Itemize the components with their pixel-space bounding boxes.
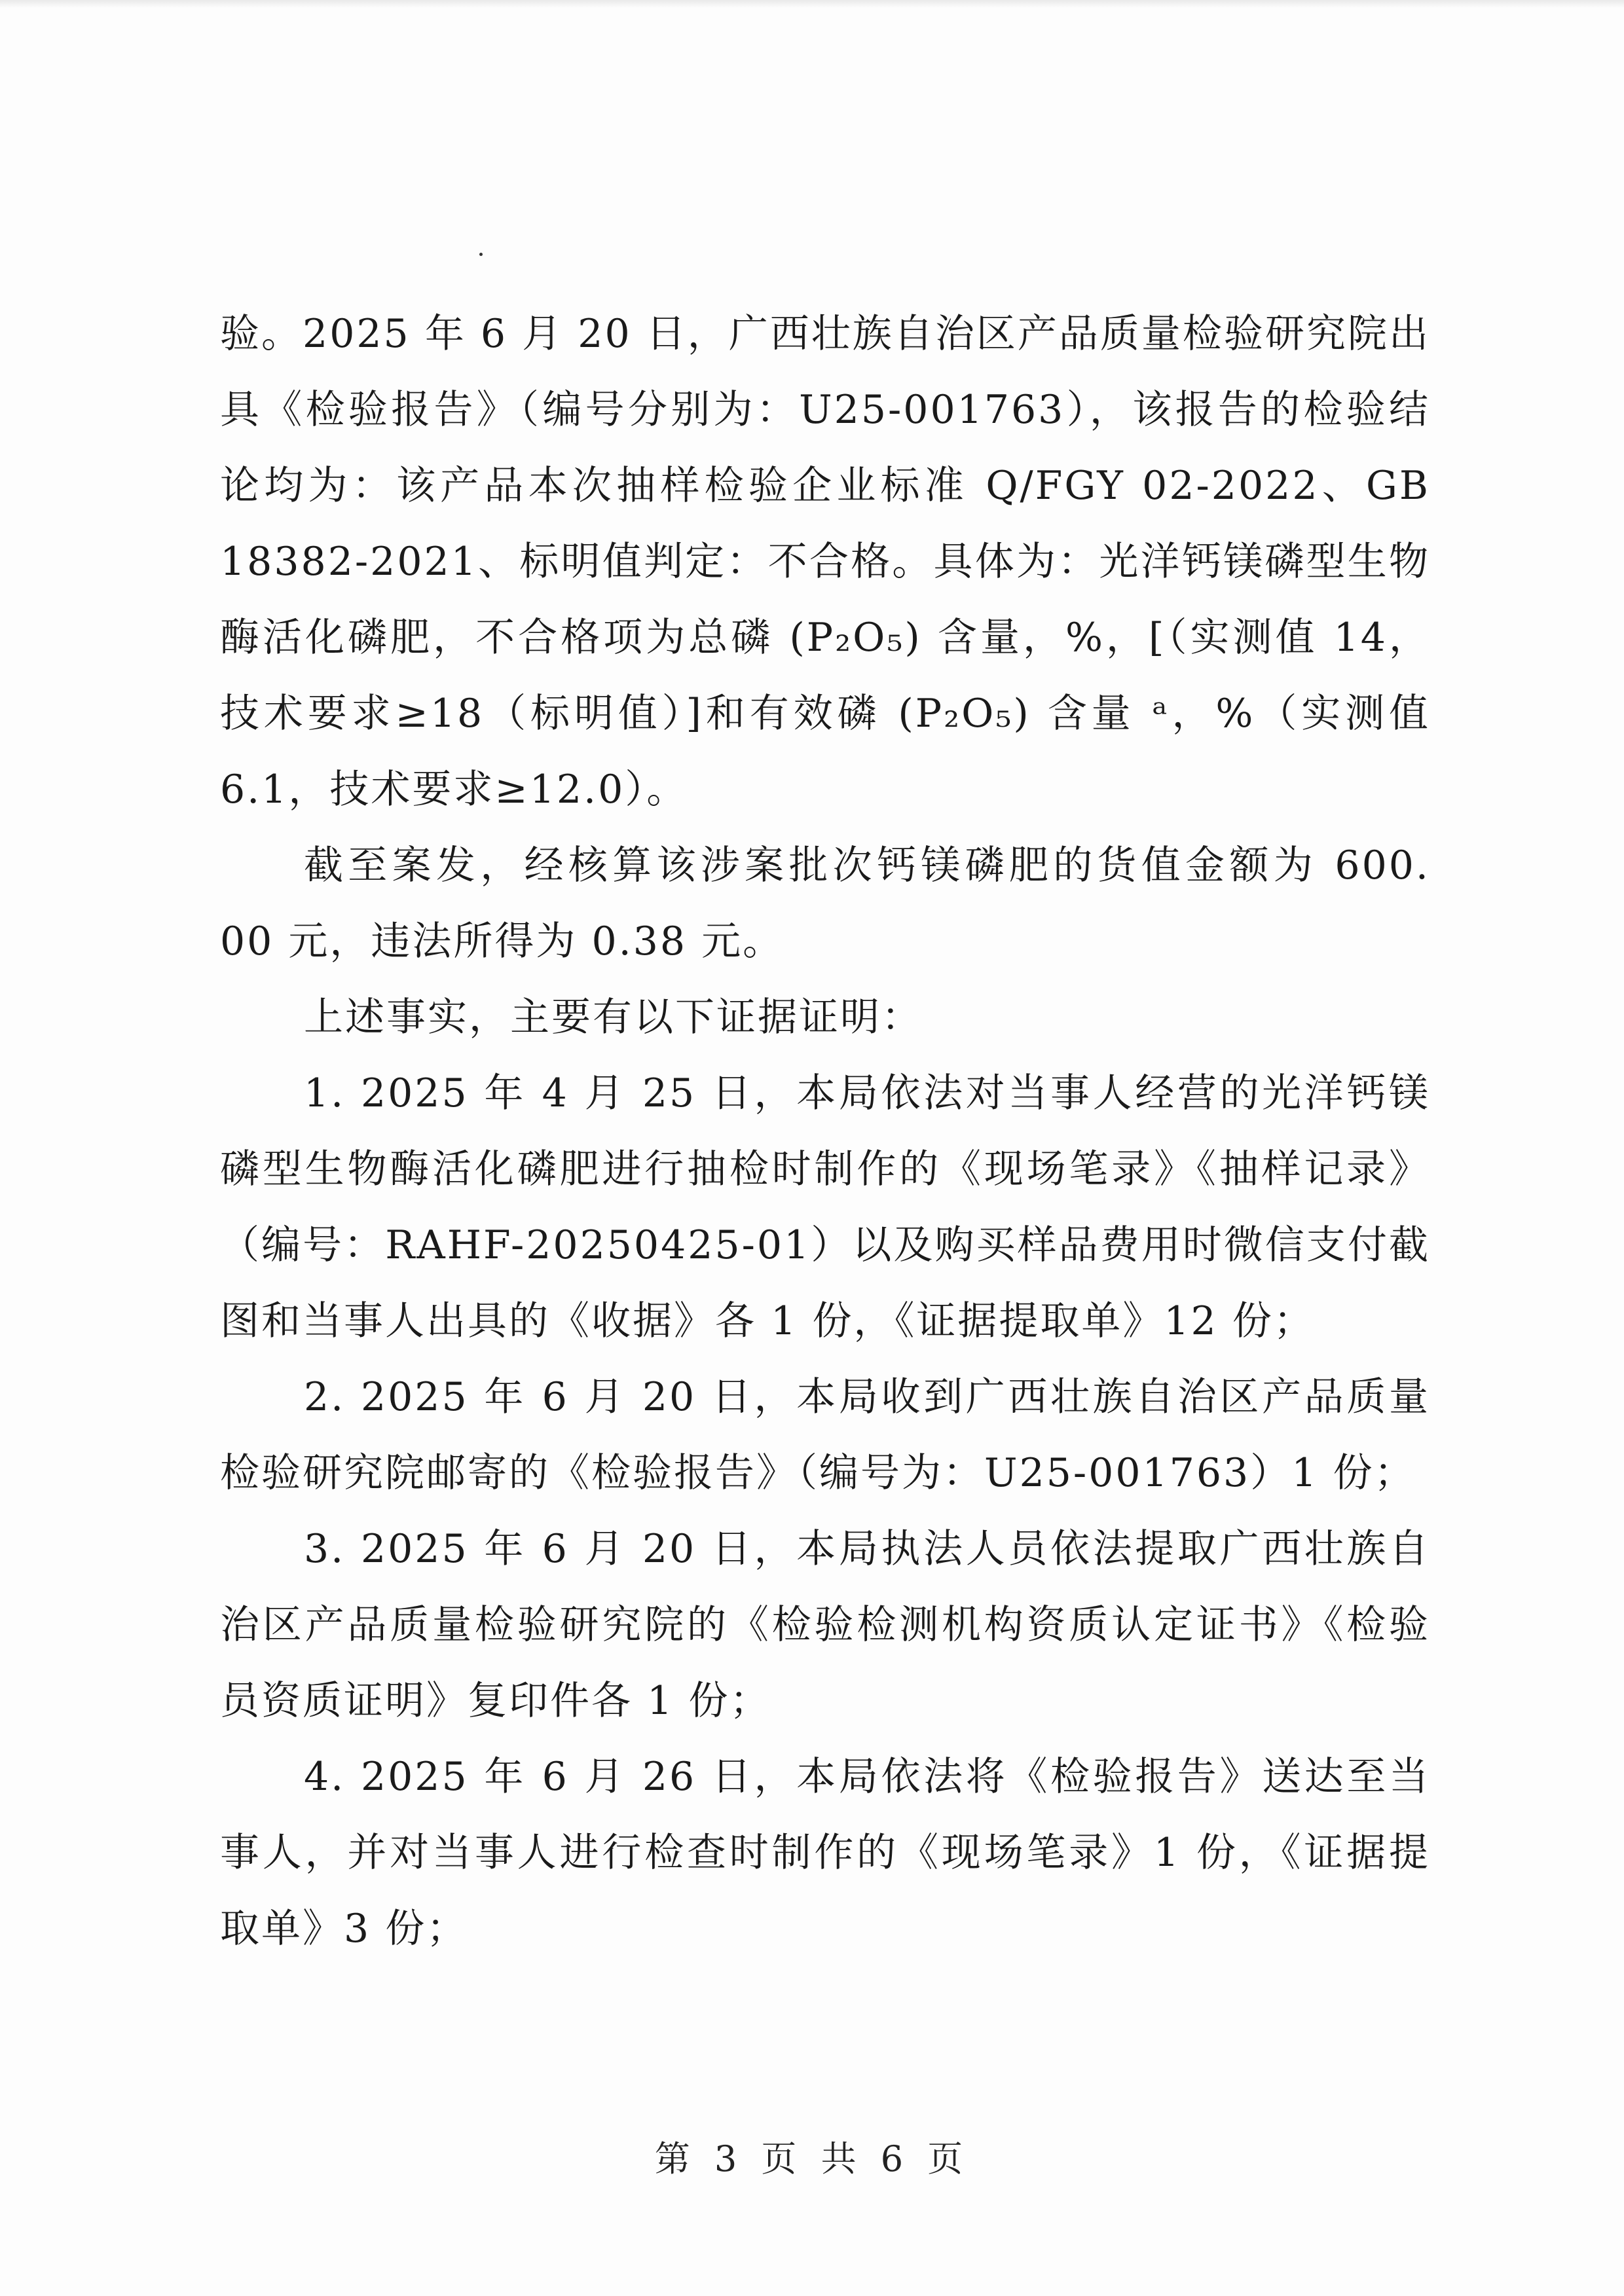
paragraph-evidence-3: 3. 2025 年 6 月 20 日，本局执法人员依法提取广西壮族自治区产品质量检验研究院的《检验检测机构资质认定证书》《检验员资质证明》复印件各 1 份； xyxy=(220,1526,1430,1724)
paragraph-evidence-4: 4. 2025 年 6 月 26 日，本局依法将《检验报告》送达至当事人，并对当事人进行检查时制作的《现场笔录》1 份，《证据提取单》3 份； xyxy=(220,1754,1430,1952)
document-body xyxy=(220,296,1430,1967)
paragraph-evidence-1: 1. 2025 年 4 月 25 日，本局依法对当事人经营的光洋钙镁磷型生物酶活化磷肥进行抽检时制作的《现场笔录》《抽样记录》（编号：RAHF-20250425-01）以及购买样品费用时微信支付截图和当事人出具的《收据》各 1 份，《证据提取单》12 份； xyxy=(220,1070,1430,1344)
paragraph-inspection-result: 验。2025 年 6 月 20 日，广西壮族自治区产品质量检验研究院出具《检验报告》（编号分别为：U25-001763），该报告的检验结论均为：该产品本次抽样检验企业标准 Q/FGY 02-2022、GB 18382-2021、标明值判定：不合格。具体为：光洋钙镁磷型生物酶活化磷肥，不合格项为总磷 (P₂O₅) 含量，%，[（实测值 14，技术要求≥18（标明值）]和有效磷 (P₂O₅) 含量 ᵃ，%（实测值 6.1，技术要求≥12.0）。 xyxy=(220,311,1430,812)
scan-edge xyxy=(0,0,1624,8)
paragraph-goods-value: 截至案发，经核算该涉案批次钙镁磷肥的货值金额为 600. 00 元，违法所得为 0.38 元。 xyxy=(220,843,1430,964)
scan-speck xyxy=(479,253,483,256)
paragraph-evidence-intro: 上述事实，主要有以下证据证明： xyxy=(304,994,923,1040)
page-number: 第 3 页 共 6 页 xyxy=(654,2138,970,2179)
paragraph-evidence-2: 2. 2025 年 6 月 20 日，本局收到广西壮族自治区产品质量检验研究院邮寄的《检验报告》（编号为：U25-001763）1 份； xyxy=(220,1374,1430,1496)
